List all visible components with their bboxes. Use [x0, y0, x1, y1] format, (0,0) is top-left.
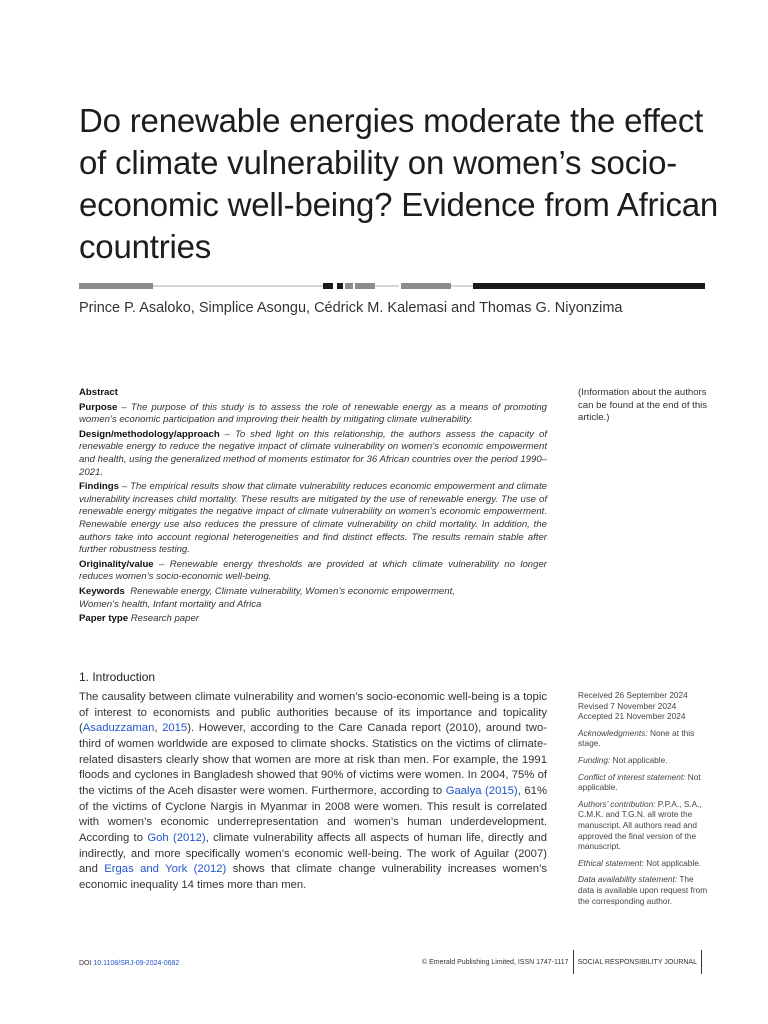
- funding-label: Funding:: [578, 754, 611, 765]
- data-label: Data availability statement:: [578, 874, 678, 885]
- footer-journal: [422, 950, 706, 974]
- intro-text-2: ). However, according to the Care Canada report (2010), around two-third of women worldwide are exposed to climate shocks. Statistics on the victims of climate-related disasters clearly show that women are more at risk than men. For example, the 1991 floods and cyclones in Bangladesh showed that 90% of victims were women. In 2004, 75% of the victims of the Aceh disaster were women. Furthermore, according to: [79, 722, 547, 797]
- contrib-label: Authors’ contribution:: [578, 798, 656, 809]
- originality-label: Originality/value: [79, 558, 154, 570]
- author-conjunction: and: [451, 300, 476, 316]
- journal-name: SOCIAL RESPONSIBILITY JOURNAL: [577, 958, 697, 966]
- funding-text: Not applicable.: [612, 754, 668, 765]
- ack-label: Acknowledgments:: [578, 727, 648, 738]
- author-names: Prince P. Asaloko, Simplice Asongu, Cédrick M. Kalemasi: [79, 300, 448, 316]
- intro-text-4: , climate vulnerability affects all aspects of human life, directly and indirectly, and more specifically women’s economic well-being. The work of Aguilar (2007) and: [79, 831, 547, 876]
- intro-text-3: , 61% of the victims of Cyclone Nargis in Myanmar in 2008 were women. This result is correlated with women’s economic underrepresentation and women’s human underdevelopment. According to: [79, 784, 547, 844]
- footer-doi: [79, 960, 179, 967]
- citation-link-gaalya[interactable]: Gaalya (2015): [445, 784, 518, 797]
- footer-divider-end: [701, 950, 702, 974]
- findings-text: The empirical results show that climate vulnerability reduces economic empowerment and climate vulnerability increases child mortality. These results are mitigated by the use of renewable energy. The use of renewable energy mitigates the negative impact of climate vulnerability on women’s economic empowerment. Renewable energy use also reduces the pressure of climate vulnerability on child mortality. In addition, the authors take into account regional heterogeneities and find distinct effects. The results remain stable after further robustness testing.: [79, 481, 547, 556]
- papertype-label: Paper type: [79, 613, 129, 625]
- doi-label: DOI: [79, 960, 92, 967]
- coi-text: Not applicable.: [578, 771, 701, 793]
- originality-text: Renewable energy thresholds are provided at which climate vulnerability no longer reduces women’s socio-economic well-being.: [79, 558, 547, 583]
- received-date: Received 26 September 2024: [578, 690, 688, 700]
- abstract-heading: Abstract: [79, 387, 118, 398]
- papertype-text: Research paper: [130, 613, 199, 625]
- keywords-text: Renewable energy, Climate vulnerability, Women’s economic empowerment,: [130, 585, 455, 597]
- data-text: The data is available upon request from the corresponding author.: [578, 874, 708, 906]
- ethics-label: Ethical statement:: [578, 857, 644, 868]
- doi-link[interactable]: 10.1108/SRJ-09-2024-0682: [93, 960, 180, 967]
- purpose-label: Purpose: [79, 401, 118, 413]
- article-title: Do renewable energies moderate the effect of climate vulnerability on women’s socio-economic well-being? Evidence from African countries: [79, 102, 719, 265]
- intro-paragraph: The causality between climate vulnerability and women’s socio-economic well-being is a topic of interest to economists and public authorities because of its importance and topicality (Asaduzzaman, 2015). However, according to the Care Canada report (2010), around two-third of women worldwide are exposed to climate shocks. Statistics on the victims of climate-related disasters clearly show that women are more at risk than men. For example, the 1991 floods and cyclones in Bangladesh showed that 90% of victims were women. In 2004, 75% of the victims of the Aceh disaster were women. Furthermore, according to Gaalya (2015), 61% of the victims of Cyclone Nargis in Myanmar in 2008 were women. This result is correlated with women’s economic underrepresentation and women’s human underdevelopment. According to Goh (2012), climate vulnerability affects all aspects of human life, directly and indirectly, and more specifically women’s economic well-being. The work of Aguilar (2007) and Ergas and York (2012) shows that climate change vulnerability increases women’s economic inequality 14 times more than men.: [79, 691, 547, 891]
- ethics-text: Not applicable.: [646, 857, 702, 868]
- revised-date: Revised 7 November 2024: [578, 700, 677, 711]
- abstract: Abstract Purpose – The purpose of this study is to assess the role of renewable energy as a means of promoting women’s economic participation and improving their health by mitigating climate vulnerability. Design/methodology/approach – To shed light on this relationship, the authors assess the capacity of renewable energy to reduce the negative impact of climate vulnerability on women’s economic empowerment and health, using the generalized method of moments estimator for 36 African countries over the period 1990–2021. Findings – The empirical results show that climate vulnerability reduces economic empowerment and climate vulnerability increases child mortality. These results are mitigated by the use of renewable energy. The use of renewable energy mitigates the negative impact of climate vulnerability on women’s economic empowerment. Renewable energy use also reduces the pressure of climate vulnerability on child mortality. In addition, the authors take into account regional heterogeneities and find distinct effects. The results remain stable after further robustness testing. Originality/value – Renewable energy thresholds are provided at which climate vulnerability no longer reduces women’s socio-economic well-being. Keywords Renewable energy, Climate vulnerability, Women’s economic empowerment, Women’s health, Infant mortality and Africa Paper type Research paper: [79, 387, 548, 625]
- footer-divider: [573, 950, 574, 974]
- contrib-text: P.P.A., S.A., C.M.K. and T.G.N. all wrote the manuscript. All authors read and approved the final version of the manuscript.: [578, 798, 702, 852]
- intro-text-5: shows that climate change vulnerability increases women’s economic inequality 14 times more than men.: [79, 863, 547, 891]
- author-info-note: (Information about the authors can be found at the end of this article.): [578, 387, 708, 424]
- citation-link-goh[interactable]: Goh (2012): [147, 831, 206, 844]
- author-list: [79, 300, 623, 316]
- design-label: Design/methodology/approach: [79, 428, 220, 440]
- accepted-date: Accepted 21 November 2024: [578, 711, 686, 722]
- article-side-notes: [578, 690, 710, 912]
- author-last: Thomas G. Niyonzima: [479, 300, 623, 316]
- citation-link-asaduzzaman[interactable]: Asaduzzaman: [82, 722, 155, 735]
- section-title: 1. Introduction: [79, 670, 156, 684]
- publisher-info: © Emerald Publishing Limited, ISSN 1747-1117: [422, 958, 569, 966]
- findings-label: Findings: [79, 481, 119, 493]
- intro-text-1: The causality between climate vulnerability and women’s socio-economic well-being is a topic of interest to economists and public authorities because of its importance and topicality (: [79, 691, 547, 735]
- coi-label: Conflict of interest statement:: [578, 771, 686, 782]
- citation-link-ergas-york[interactable]: Ergas and York (2012): [104, 863, 227, 876]
- purpose-text: The purpose of this study is to assess the role of renewable energy as a means of promoting women’s economic participation and improving their health by mitigating climate vulnerability.: [79, 401, 548, 426]
- keywords-text-2: Women’s health, Infant mortality and Africa: [79, 598, 262, 610]
- ack-text: None at this stage.: [578, 727, 695, 749]
- citation-link-asaduzzaman-year[interactable]: 2015: [162, 722, 188, 735]
- title-rule: [79, 283, 705, 289]
- keywords-label: Keywords: [79, 585, 125, 597]
- design-text: To shed light on this relationship, the authors assess the capacity of renewable energy to reduce the negative impact of climate vulnerability on women’s economic empowerment and health, using the generalized method of moments estimator for 36 African countries over the period 1990–2021.: [79, 428, 547, 478]
